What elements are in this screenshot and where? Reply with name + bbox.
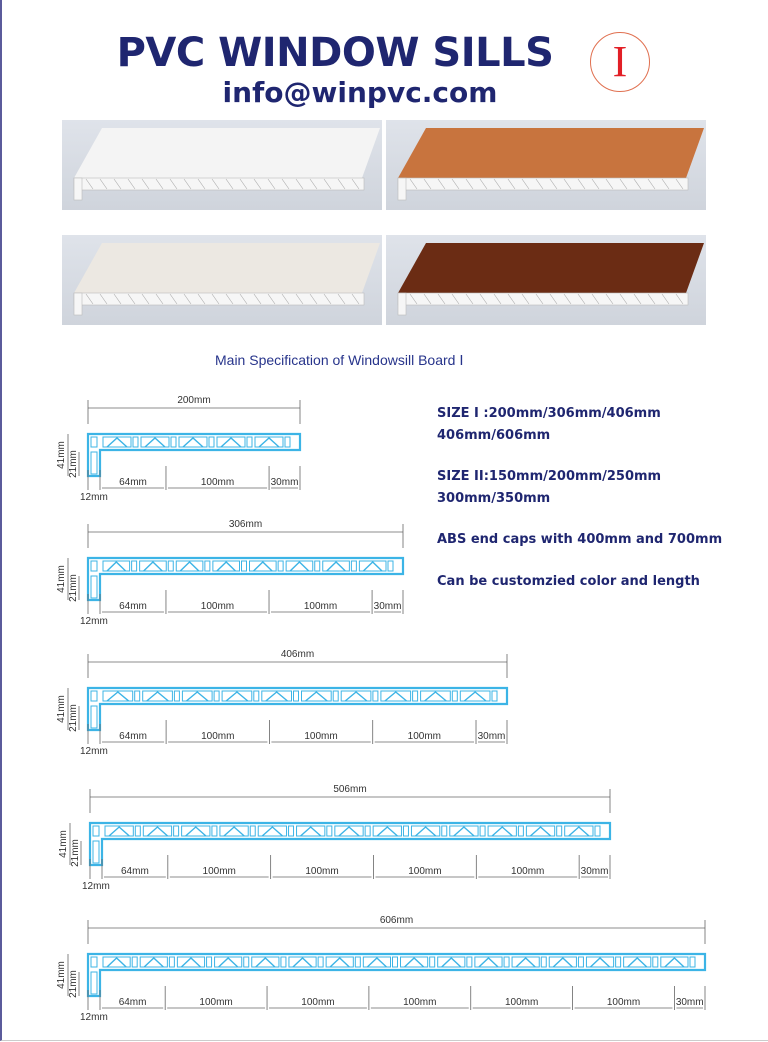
segment-label: 100mm (304, 731, 338, 742)
profile-diagram-200mm (56, 395, 300, 503)
page-title: PVC WINDOW SILLS (116, 30, 554, 76)
segment-label: 30mm (373, 601, 402, 612)
profile-diagram-506mm (58, 784, 610, 892)
height-label: 41mm (56, 565, 67, 593)
segment-label: 100mm (303, 601, 338, 612)
spec-line: SIZE I :200mm/306mm/406mm (437, 406, 661, 421)
lip-width-label: 12mm (80, 492, 108, 503)
inner-height-label: 21mm (68, 574, 79, 602)
height-label: 41mm (56, 695, 67, 723)
lip-width-label: 12mm (82, 881, 110, 892)
profile-outline (88, 688, 507, 730)
lip-width-label: 12mm (80, 746, 108, 757)
segment-label: 100mm (202, 866, 236, 877)
total-width-label: 506mm (333, 784, 367, 795)
segment-label: 100mm (504, 997, 539, 1008)
segment-label: 30mm (270, 477, 299, 488)
segment-label: 100mm (408, 866, 442, 877)
spec-end-caps: ABS end caps with 400mm and 700mm (437, 532, 723, 547)
spec-customization: Can be customzied color and length (437, 574, 700, 589)
profile-diagram-606mm (56, 915, 705, 1023)
inner-height-label: 21mm (70, 839, 81, 867)
segment-label: 64mm (119, 601, 147, 612)
segment-label: 100mm (301, 997, 335, 1008)
segment-label: 100mm (606, 997, 641, 1008)
segment-label: 64mm (121, 866, 149, 877)
segment-label: 30mm (477, 731, 506, 742)
height-label: 41mm (56, 441, 67, 469)
inner-height-label: 21mm (68, 704, 79, 732)
segment-label: 100mm (305, 866, 339, 877)
segment-label: 64mm (118, 997, 147, 1008)
segment-label: 64mm (119, 477, 147, 488)
spec-line: 406mm/606mm (437, 428, 551, 443)
segment-label: 100mm (199, 997, 233, 1008)
height-label: 41mm (58, 830, 69, 858)
profile-outline (88, 558, 403, 600)
profile-outline (88, 954, 705, 996)
inner-height-label: 21mm (68, 970, 79, 998)
inner-height-label: 21mm (68, 450, 79, 478)
segment-label: 30mm (675, 997, 704, 1008)
profile-diagram-406mm (56, 649, 507, 757)
segment-label: 100mm (201, 731, 235, 742)
segment-label: 30mm (580, 866, 609, 877)
spec-line: SIZE II:150mm/200mm/250mm (437, 469, 662, 484)
segment-label: 100mm (200, 601, 235, 612)
segment-label: 100mm (200, 477, 235, 488)
segment-label: 100mm (407, 731, 442, 742)
spec-line: 300mm/350mm (437, 491, 551, 506)
lip-width-label: 12mm (80, 616, 108, 627)
total-width-label: 406mm (280, 649, 315, 660)
height-label: 41mm (56, 961, 67, 989)
total-width-label: 606mm (379, 915, 414, 926)
segment-label: 100mm (403, 997, 437, 1008)
segment-label: 100mm (511, 866, 545, 877)
total-width-label: 200mm (177, 395, 211, 406)
contact-email: info@winpvc.com (222, 76, 498, 109)
profile-diagram-306mm (56, 519, 403, 627)
spec-heading: Main Specification of Windowsill Board Ⅰ (215, 352, 464, 368)
segment-label: 64mm (119, 731, 147, 742)
logo-letter: I (612, 37, 628, 86)
lip-width-label: 12mm (80, 1012, 108, 1023)
total-width-label: 306mm (228, 519, 263, 530)
